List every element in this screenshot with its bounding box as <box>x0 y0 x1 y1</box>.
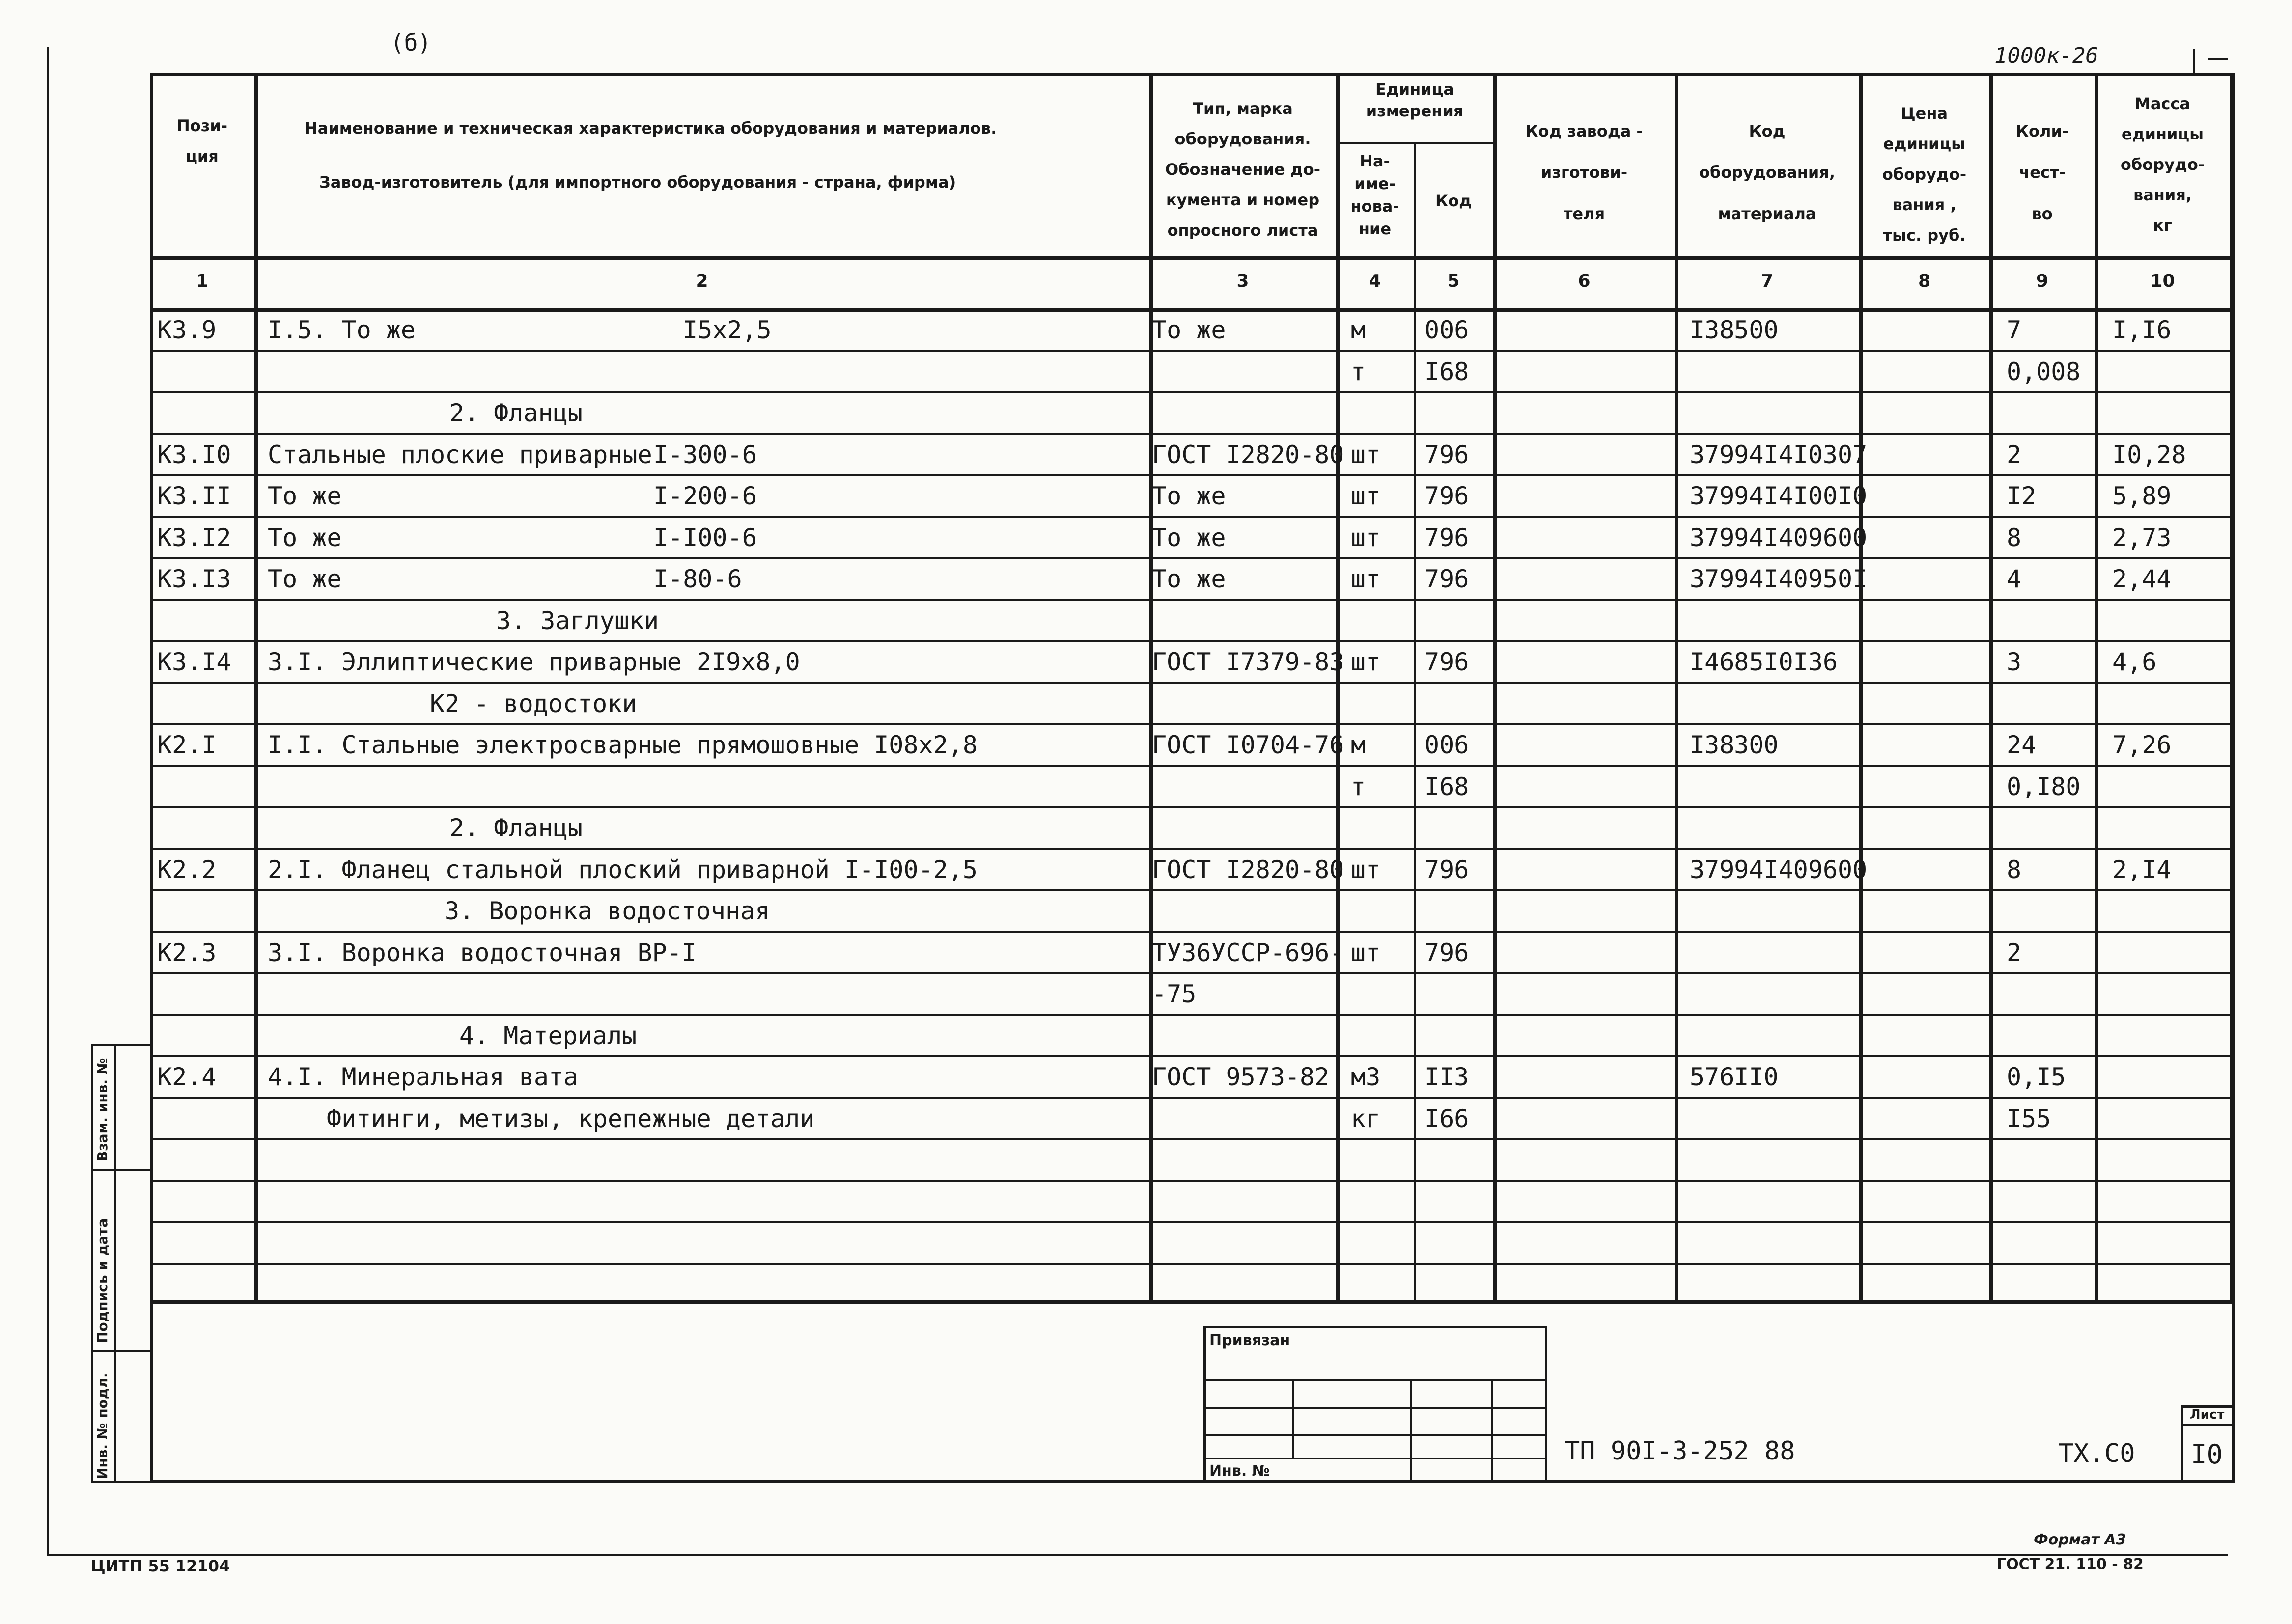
row-5-doc: То же <box>1152 523 1226 552</box>
row-line <box>150 433 2235 435</box>
row-4-mass: 5,89 <box>2112 482 2172 510</box>
row-8-doc: ГОСТ I7379-83 <box>1152 648 1344 676</box>
row-0-qty: 7 <box>2007 316 2022 344</box>
row-0-mass: I,I6 <box>2112 316 2172 344</box>
row-0-mcode: I38500 <box>1690 316 1779 344</box>
col-line-1 <box>254 73 258 1300</box>
row-13-pos: К2.2 <box>157 855 217 884</box>
row-4-name: То же <box>268 482 342 510</box>
row-15-code: 796 <box>1425 938 1469 967</box>
row-line <box>150 1097 2235 1099</box>
row-0-name: I.5. То же <box>268 316 416 344</box>
row-13-mcode: 37994I409600 <box>1690 855 1868 884</box>
table-bottom-line <box>150 1300 2235 1304</box>
unit-subheader-line <box>1337 142 1494 144</box>
row-11-code: I68 <box>1425 772 1469 801</box>
row-line <box>150 599 2235 601</box>
row-1-unit: т <box>1351 357 1366 386</box>
header-mass: Масса единицы оборудо- вания, кг <box>2120 94 2205 235</box>
header-position: Пози- ция <box>176 116 228 165</box>
col-line-10 <box>2230 73 2234 1300</box>
row-5-qty: 8 <box>2007 523 2022 552</box>
row-line <box>150 1014 2235 1016</box>
col-line-3 <box>1336 73 1340 1300</box>
row-18-pos: К2.4 <box>157 1063 217 1091</box>
row-8-pos: К3.I4 <box>157 648 231 676</box>
row-3-unit: шт <box>1351 440 1381 469</box>
row-0-doc: То же <box>1152 316 1226 344</box>
row-8-mcode: I4685I0I36 <box>1690 648 1838 676</box>
row-line <box>150 350 2235 352</box>
row-line <box>150 557 2235 559</box>
top-left-fragment: (б) <box>391 29 432 56</box>
privyazan-line3 <box>1203 1434 1547 1436</box>
header-equipment-code: Код оборудования, материала <box>1699 122 1835 223</box>
empty-row-line <box>150 1263 2235 1265</box>
row-14-name: 3. Воронка водосточная <box>445 897 770 925</box>
row-3-mcode: 37994I4I0307 <box>1690 440 1868 469</box>
row-13-mass: 2,I4 <box>2112 855 2172 884</box>
header-unit: Единица измерения <box>1366 80 1464 120</box>
doc-mark: ТХ.С0 <box>2058 1439 2135 1468</box>
row-3-doc: ГОСТ I2820-80 <box>1152 440 1344 469</box>
col-num-7: 7 <box>1761 271 1774 291</box>
empty-row-line <box>150 1221 2235 1223</box>
row-19-unit: кг <box>1351 1104 1381 1133</box>
row-6-doc: То же <box>1152 565 1226 593</box>
col-num-9: 9 <box>2036 271 2049 291</box>
row-19-name: Фитинги, метизы, крепежные детали <box>327 1104 815 1133</box>
col-line-9 <box>2095 73 2098 1300</box>
row-3-qty: 2 <box>2007 440 2022 469</box>
col-line-5 <box>1493 73 1497 1300</box>
row-8-name: 3.I. Эллиптические приварные 2I9x8,0 <box>268 648 800 676</box>
row-10-pos: К2.I <box>157 731 217 759</box>
col-line-7 <box>1859 73 1863 1300</box>
row-8-unit: шт <box>1351 648 1381 676</box>
col-num-3: 3 <box>1236 271 1249 291</box>
row-1-qty: 0,008 <box>2007 357 2081 386</box>
row-13-qty: 8 <box>2007 855 2022 884</box>
header-quantity: Коли- чест- во <box>2015 122 2069 223</box>
row-line <box>150 972 2235 974</box>
privyazan-col1 <box>1292 1379 1294 1458</box>
header-bottom-line <box>150 256 2235 260</box>
row-8-qty: 3 <box>2007 648 2022 676</box>
row-0-pos: К3.9 <box>157 316 217 344</box>
row-4-qty: I2 <box>2007 482 2037 510</box>
row-10-mcode: I38300 <box>1690 731 1779 759</box>
col-line-6 <box>1675 73 1678 1300</box>
privyazan-line1 <box>1203 1379 1547 1381</box>
row-7-name: 3. Заглушки <box>496 606 659 635</box>
row-line <box>150 889 2235 891</box>
row-18-mcode: 576II0 <box>1690 1063 1779 1091</box>
side-strip-div2 <box>91 1350 152 1352</box>
side-label-sign: Подпись и дата <box>94 1218 111 1343</box>
row-0-name2: I5x2,5 <box>683 316 772 344</box>
row-15-unit: шт <box>1351 938 1381 967</box>
col-num-2: 2 <box>696 271 708 291</box>
row-17-name: 4. Материалы <box>459 1021 637 1050</box>
col-num-8: 8 <box>1918 271 1931 291</box>
doc-code: ТП 90I-3-252 88 <box>1565 1436 1795 1466</box>
row-6-mass: 2,44 <box>2112 565 2172 593</box>
row-line <box>150 1138 2235 1140</box>
row-6-name2: I-80-6 <box>653 565 742 593</box>
row-6-mcode: 37994I40950I <box>1690 565 1868 593</box>
top-right-tick <box>2193 49 2195 76</box>
top-right-dash <box>2208 58 2228 60</box>
side-strip-inner <box>114 1044 116 1483</box>
row-4-unit: шт <box>1351 482 1381 510</box>
side-label-inv: Инв. № подл. <box>94 1373 111 1479</box>
footer-gost: ГОСТ 21. 110 - 82 <box>1997 1556 2144 1573</box>
row-4-mcode: 37994I4I00I0 <box>1690 482 1868 510</box>
row-11-qty: 0,I80 <box>2007 772 2081 801</box>
row-3-code: 796 <box>1425 440 1469 469</box>
col-line-4 <box>1414 142 1416 1300</box>
sheet-box-line <box>2181 1424 2235 1426</box>
outer-bottom-line <box>47 1554 2228 1556</box>
row-line <box>150 765 2235 767</box>
row-15-name: 3.I. Воронка водосточная ВР-I <box>268 938 697 967</box>
footer-format: Формат А3 <box>2034 1531 2126 1548</box>
row-0-unit: м <box>1351 316 1366 344</box>
row-13-doc: ГОСТ I2820-80 <box>1152 855 1344 884</box>
row-4-doc: То же <box>1152 482 1226 510</box>
sheet-number: I0 <box>2191 1439 2223 1470</box>
row-13-code: 796 <box>1425 855 1469 884</box>
header-unit-name: На- име- нова- ние <box>1350 152 1399 238</box>
col-num-10: 10 <box>2150 271 2175 291</box>
row-4-name2: I-200-6 <box>653 482 757 510</box>
row-4-code: 796 <box>1425 482 1469 510</box>
row-5-name: То же <box>268 523 342 552</box>
header-type: Тип, марка оборудования. Обозначение до- кумента и номер опросного листа <box>1165 99 1320 240</box>
privyazan-col2 <box>1410 1379 1412 1483</box>
row-15-qty: 2 <box>2007 938 2022 967</box>
row-5-mass: 2,73 <box>2112 523 2172 552</box>
row-12-name: 2. Фланцы <box>449 814 583 842</box>
row-10-doc: ГОСТ I0704-76 <box>1152 731 1344 759</box>
header-name-line1: Наименование и техническая характеристика оборудования и материалов. <box>305 119 997 138</box>
row-5-unit: шт <box>1351 523 1381 552</box>
side-strip-div1 <box>91 1169 152 1171</box>
row-10-mass: 7,26 <box>2112 731 2172 759</box>
row-line <box>150 474 2235 476</box>
privyazan-line4 <box>1203 1458 1547 1459</box>
row-8-code: 796 <box>1425 648 1469 676</box>
row-18-name: 4.I. Минеральная вата <box>268 1063 579 1091</box>
row-10-name: I.I. Стальные электросварные прямошовные I08x2,8 <box>268 731 978 759</box>
empty-row-line <box>150 1180 2235 1182</box>
row-3-name: Стальные плоские приварные <box>268 440 652 469</box>
row-13-unit: шт <box>1351 855 1381 884</box>
col-num-1: 1 <box>196 271 209 291</box>
row-line <box>150 806 2235 808</box>
row-line <box>150 848 2235 850</box>
header-unit-code: Код <box>1435 192 1472 210</box>
row-2-name: 2. Фланцы <box>449 399 583 427</box>
col-num-4: 4 <box>1369 271 1381 291</box>
header-name-line2: Завод-изготовитель (для импортного оборудования - страна, фирма) <box>319 173 956 192</box>
row-18-code: II3 <box>1425 1063 1469 1091</box>
row-15-doc: ТУ36УССР-696- <box>1152 938 1344 967</box>
privyazan-box <box>1203 1326 1547 1483</box>
side-label-replace: Взам. инв. № <box>94 1058 111 1161</box>
col-num-5: 5 <box>1447 271 1460 291</box>
privyazan-line2 <box>1203 1407 1547 1409</box>
row-13-name: 2.I. Фланец стальной плоский приварной I-I00-2,5 <box>268 855 978 884</box>
row-10-qty: 24 <box>2007 731 2037 759</box>
row-1-code: I68 <box>1425 357 1469 386</box>
col-line-8 <box>1989 73 1993 1300</box>
row-6-unit: шт <box>1351 565 1381 593</box>
row-6-code: 796 <box>1425 565 1469 593</box>
numbers-bottom-line <box>150 308 2235 312</box>
row-16-doc: -75 <box>1152 980 1197 1008</box>
row-11-unit: т <box>1351 772 1366 801</box>
row-6-name: То же <box>268 565 342 593</box>
row-3-name2: I-300-6 <box>653 440 757 469</box>
row-5-name2: I-I00-6 <box>653 523 757 552</box>
row-5-mcode: 37994I409600 <box>1690 523 1868 552</box>
row-19-code: I66 <box>1425 1104 1469 1133</box>
inv-label: Инв. № <box>1209 1462 1270 1480</box>
col-line-2 <box>1149 73 1153 1300</box>
row-line <box>150 1055 2235 1057</box>
row-line <box>150 682 2235 684</box>
col-num-6: 6 <box>1578 271 1591 291</box>
row-18-unit: м3 <box>1351 1063 1381 1091</box>
row-line <box>150 516 2235 518</box>
header-price: Цена единицы оборудо- вания , тыс. руб. <box>1882 104 1967 245</box>
row-line <box>150 931 2235 933</box>
row-10-unit: м <box>1351 731 1366 759</box>
privyazan-label: Привязан <box>1209 1332 1290 1349</box>
row-line <box>150 640 2235 642</box>
privyazan-col3 <box>1491 1379 1493 1483</box>
row-line <box>150 391 2235 393</box>
row-10-code: 006 <box>1425 731 1469 759</box>
row-3-mass: I0,28 <box>2112 440 2186 469</box>
row-0-code: 006 <box>1425 316 1469 344</box>
top-right-fragment: 1000к-26 <box>1994 43 2098 68</box>
row-18-doc: ГОСТ 9573-82 <box>1152 1063 1330 1091</box>
row-9-name: К2 - водостоки <box>430 689 637 718</box>
row-15-pos: К2.3 <box>157 938 217 967</box>
outer-left-line <box>47 47 49 1554</box>
row-6-qty: 4 <box>2007 565 2022 593</box>
row-19-qty: I55 <box>2007 1104 2051 1133</box>
footer-citp: ЦИТП 55 12104 <box>91 1557 230 1575</box>
sheet-label: Лист <box>2190 1407 2225 1422</box>
header-plant-code: Код завода - изготови- теля <box>1525 122 1643 223</box>
row-8-mass: 4,6 <box>2112 648 2157 676</box>
row-5-pos: К3.I2 <box>157 523 231 552</box>
row-5-code: 796 <box>1425 523 1469 552</box>
row-line <box>150 723 2235 725</box>
row-3-pos: К3.I0 <box>157 440 231 469</box>
row-4-pos: К3.II <box>157 482 231 510</box>
row-6-pos: К3.I3 <box>157 565 231 593</box>
row-18-qty: 0,I5 <box>2007 1063 2066 1091</box>
